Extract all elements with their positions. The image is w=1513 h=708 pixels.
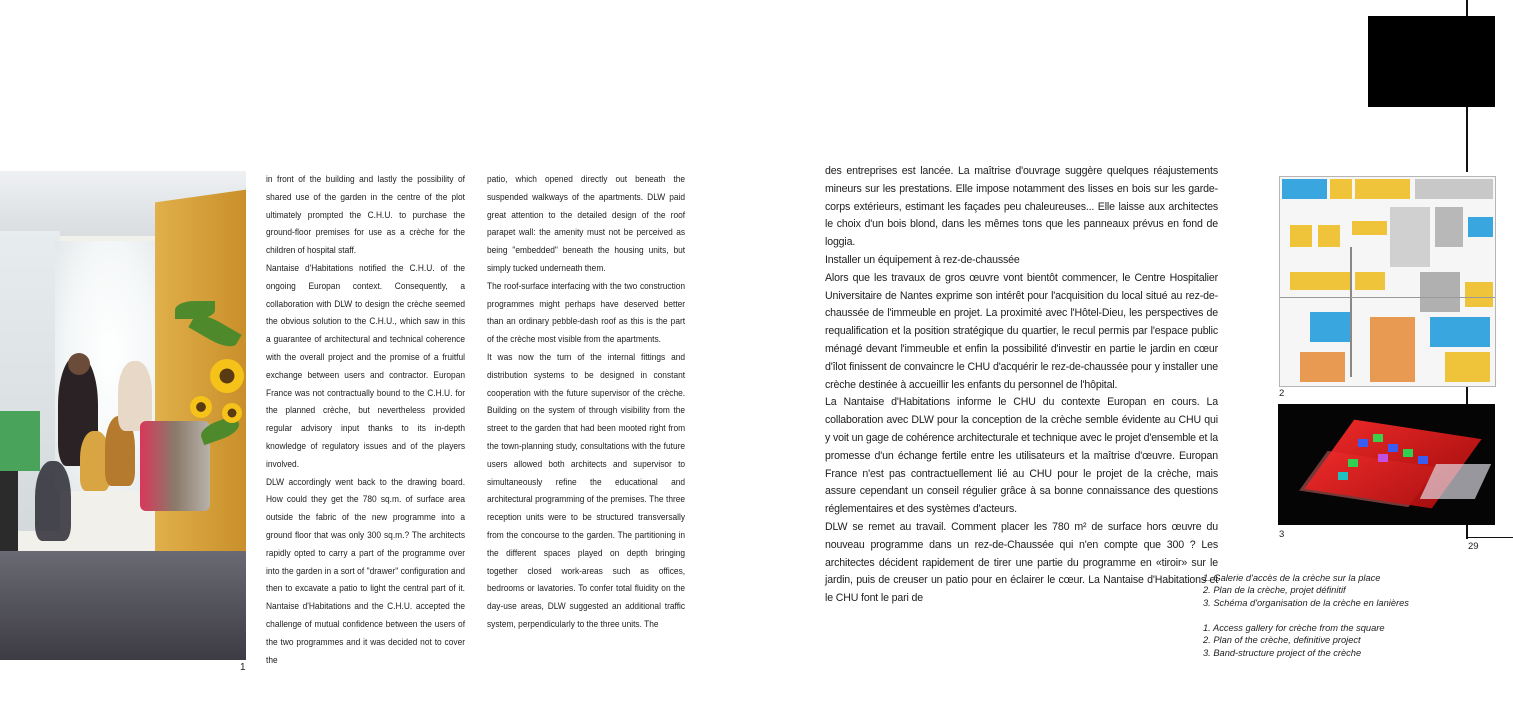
margin-rule-middle xyxy=(1466,385,1468,405)
caption: 3. Band-structure project of the crèche xyxy=(1203,647,1362,658)
captions-english xyxy=(1203,622,1385,659)
black-block xyxy=(1368,16,1495,107)
figure-1-number: 1 xyxy=(240,662,246,673)
figure-2-number: 2 xyxy=(1279,388,1285,399)
paragraph: patio, which opened directly out beneath the suspended walkways of the apartments. DLW paid great attention to the detailed design of the roof parapet wall: the amenity must not be perceived as being "embedded" beneath the housing units, but simply tucked underneath them. xyxy=(487,174,686,273)
figure-3-number: 3 xyxy=(1279,529,1285,540)
caption: 2. Plan de la crèche, projet définitif xyxy=(1203,585,1346,596)
paragraph: The roof-surface interfacing with the two construction programmes might perhaps have deserved better than an ordinary pebble-dash roof as this is the part of the crèche most visible from the apartments. xyxy=(487,280,686,345)
english-text-column-1 xyxy=(266,171,465,669)
paragraph: Nantaise d'Habitations notified the C.H.U. of the ongoing Europan context. Consequently, a collaboration with DLW to design the crèche seemed the obvious solution to the C.H.U., which saw in this a guarantee of architectural and technical coherence with the overall project and the promise of a fruitful exchange between users and contractor. Europan France was not contractually bound to the C.H.U. for the planned crèche, but nevertheless provided regular advisory input thanks to its in-depth knowledge of regulatory issues and of the players involved. xyxy=(266,262,466,469)
paragraph: in front of the building and lastly the possibility of shared use of the garden in the centre of the plot ultimately prompted the C.H.U. to purchase the ground-floor premises for use as a crèche for the children of hospital staff. xyxy=(266,174,466,256)
paragraph: DLW se remet au travail. Comment placer les 780 m² de surface hors œuvre du nouveau programme dans un rez-de-Chaussée qui n'en compte que 300 ? Les architectes décident rapidement de tirer une partie du programme en «tiroir» sur le jardin, puis de creuser un patio pour en éclairer le cœur. La Nantaise d'Habitations et le CHU font le pari de xyxy=(825,520,1218,605)
captions-french xyxy=(1203,572,1409,609)
paragraph: des entreprises est lancée. La maîtrise d'ouvrage suggère quelques réajustements mineurs sur les prestations. Elle impose notamment des lisses en bois sur les garde-corps extérieurs, estimant les façades peu chaleureuses... Elle laisse aux architectes le choix d'un bois blond, dans les mêmes tons que les panneaux prévus en fond de loggia. xyxy=(825,165,1218,249)
paragraph: Alors que les travaux de gros œuvre vont bientôt commencer, le Centre Hospitalier Universitaire de Nantes exprime son intérêt pour l'acquisition du local situé au rez-de-chaussée de l'immeuble en projet. La proximité avec l'Hôtel-Dieu, les perspectives de requalification et la position stratégique du quartier, le recul permis par l'espace public ménagé devant l'immeuble et enfin la possibilité d'investir en partie le jardin en cœur d'îlot finissent de convaincre le CHU d'acquérir le rez-de-chaussée pour y installer une crèche destinée à accueillir les enfants du personnel de l'hôpital. xyxy=(825,271,1218,391)
photo-creche-access-gallery xyxy=(0,171,246,660)
paragraph: La Nantaise d'Habitations informe le CHU du contexte Europan en cours. La collaboration avec DLW pour la conception de la crèche semble évidente au CHU qui y voit un gage de cohérence architecturale et technique avec le projet d'ensemble et la promesse d'un échange fertile entre les utilisateurs et la maîtrise d'œuvre. Europan France n'est pas contractuellement lié au CHU pour le projet de la crèche, mais assure cependant un conseil régulier grâce à sa bonne connaissance des questions réglementaires et des systèmes d'acteurs. xyxy=(825,396,1218,516)
page-number: 29 xyxy=(1468,541,1479,552)
creche-band-structure-render xyxy=(1278,404,1495,525)
section-heading: Installer un équipement à rez-de-chaussée xyxy=(825,253,1020,266)
caption: 1. Galerie d'accès de la crèche sur la place xyxy=(1203,573,1381,583)
french-text-column xyxy=(825,163,1218,608)
caption: 2. Plan of the crèche, definitive project xyxy=(1203,635,1361,646)
paragraph: DLW accordingly went back to the drawing board. How could they get the 780 sq.m. of surface area outside the fabric of the new programme into a ground floor that was only 300 sq.m.? The architects rapidly opted to carry a part of the programme over into the garden in a sort of "drawer" configuration and then to excavate a patio to light the central part of it. Nantaise d'Habitations and the C.H.U. accepted the challenge of mutual confidence between the users of the two programmes and it was decided not to cover the xyxy=(266,476,466,665)
caption: 3. Schéma d'organisation de la crèche en lanières xyxy=(1203,597,1409,608)
caption: 1. Access gallery for crèche from the square xyxy=(1203,623,1385,633)
paragraph: It was now the turn of the internal fittings and distribution systems to be designed in constant cooperation with the future supervisor of the crèche. Building on the system of through visibility from the street to the garden that had been mooted right from the town-planning study, consultations with the future users allowed both architects and supervisor to simultaneously refine the educational and architectural programming of the premises. The three reception units were to be structured transversally from the concourse to the garden. The partitioning in the different spaces played on depth bringing together closed work-areas such as offices, bedrooms or lavatories. To confer total fluidity on the day-use areas, DLW suggested an additional traffic system, perpendicularly to the three units. The xyxy=(487,351,686,629)
creche-floor-plan xyxy=(1279,176,1496,387)
margin-rule-horizontal xyxy=(1466,537,1513,538)
english-text-column-2 xyxy=(487,171,685,634)
